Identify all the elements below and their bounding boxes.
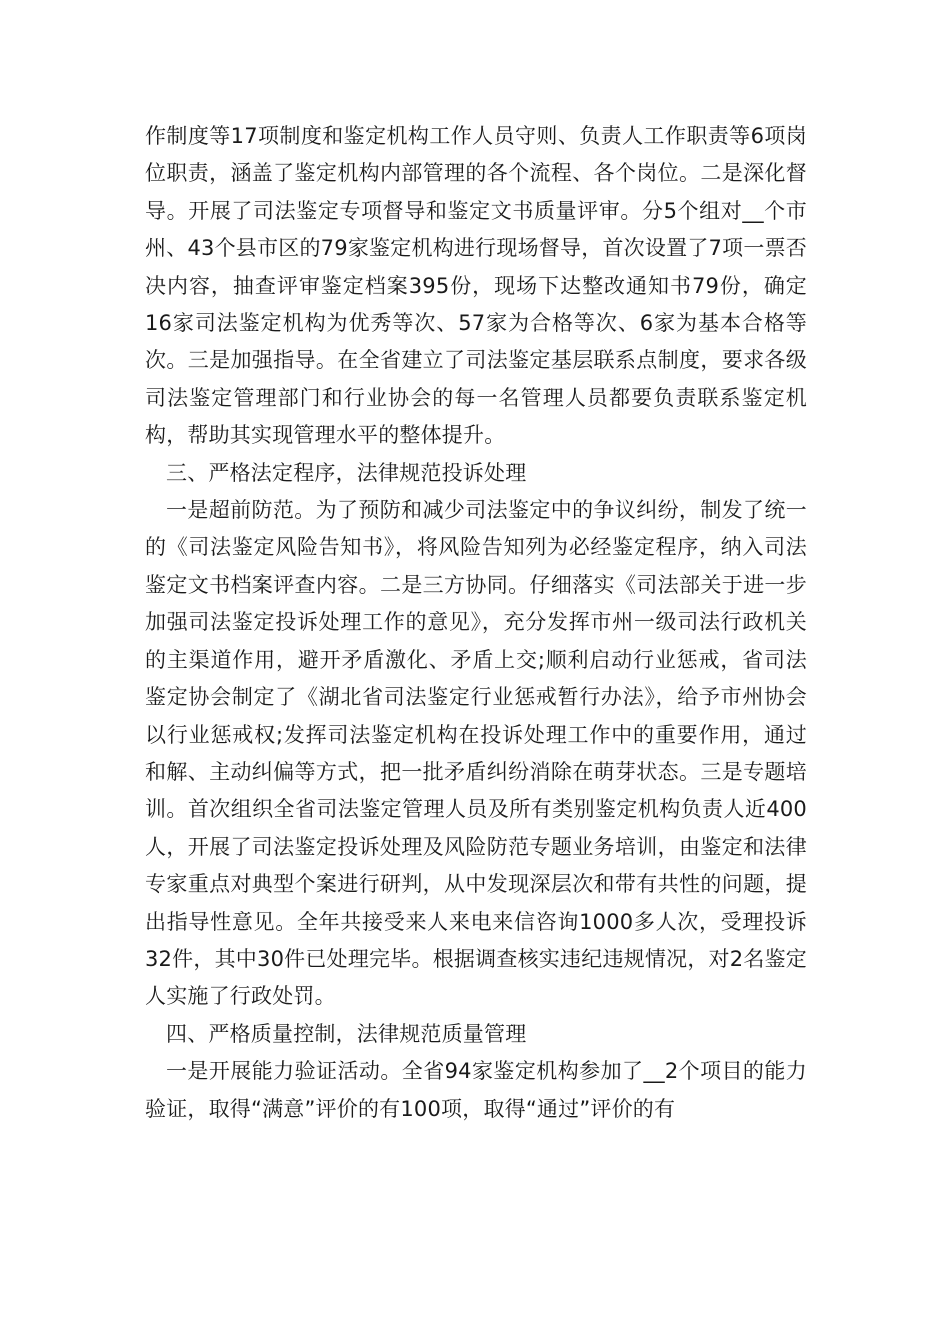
section-heading-complaints: 三、严格法定程序，法律规范投诉处理 — [166, 460, 527, 485]
paragraph-complaints-handling: 一是超前防范。为了预防和减少司法鉴定中的争议纠纷，制发了统一的《司法鉴定风险告知书》，将风险告知列为必经鉴定程序，纳入司法鉴定文书档案评查内容。二是三方协同。仔细落实《司法部关于进一步加强司法鉴定投诉处理工作的意见》，充分发挥市州一级司法行政机关的主渠道作用，避开矛盾激化、矛盾上交;顺利启动行业惩戒，省司法鉴定协会制定了《湖北省司法鉴定行业惩戒暂行办法》，给予市州协会以行业惩戒权;发挥司法鉴定机构在投诉处理工作中的重要作用，通过和解、主动纠偏等方式，把一批矛盾纠纷消除在萌芽状态。三是专题培训。首次组织全省司法鉴定管理人员及所有类别鉴定机构负责人近400人，开展了司法鉴定投诉处理及风险防范专题业务培训，由鉴定和法律专家重点对典型个案进行研判，从中发现深层次和带有共性的问题，提出指导性意见。全年共接受来人来电来信咨询1000多人次，受理投诉32件，其中30件已处理完毕。根据调查核实违纪违规情况，对2名鉴定人实施了行政处罚。 — [145, 498, 807, 1009]
document-body — [145, 118, 807, 1128]
paragraph-management-supervision: 作制度等17项制度和鉴定机构工作人员守则、负责人工作职责等6项岗位职责，涵盖了鉴定机构内部管理的各个流程、各个岗位。二是深化督导。开展了司法鉴定专项督导和鉴定文书质量评审。分5个组对__个市州、43个县市区的79家鉴定机构进行现场督导，首次设置了7项一票否决内容，抽查评审鉴定档案395份，现场下达整改通知书79份，确定16家司法鉴定机构为优秀等次、57家为合格等次、6家为基本合格等次。三是加强指导。在全省建立了司法鉴定基层联系点制度，要求各级司法鉴定管理部门和行业协会的每一名管理人员都要负责联系鉴定机构，帮助其实现管理水平的整体提升。 — [145, 124, 807, 448]
section-heading-quality: 四、严格质量控制，法律规范质量管理 — [166, 1021, 527, 1046]
paragraph-quality-control: 一是开展能力验证活动。全省94家鉴定机构参加了__2个项目的能力验证，取得“满意”评价的有100项，取得“通过”评价的有 — [145, 1059, 807, 1121]
